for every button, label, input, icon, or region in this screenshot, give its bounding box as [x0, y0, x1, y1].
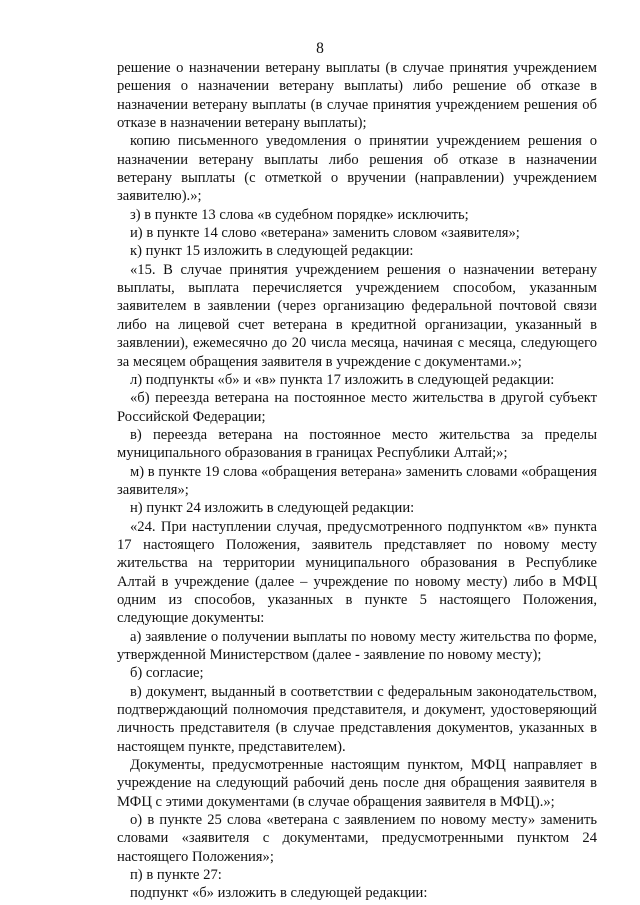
paragraph-3: з) в пункте 13 слова «в судебном порядке» исключить; [130, 206, 469, 223]
paragraph-9: в) переезда ветерана на постоянное место жительства за пределы муниципального образования в границах Республики Алтай;»; [117, 426, 597, 462]
paragraph-18: п) в пункте 27: [130, 867, 222, 884]
paragraph-13: а) заявление о получении выплаты по новому месту жительства по форме, утвержденной Министерством (далее - заявление по новому месту); [117, 628, 597, 663]
paragraph-4: и) в пункте 14 слово «ветерана» заменить словом «заявителя»; [130, 225, 520, 242]
paragraph-10: м) в пункте 19 слова «обращения ветерана» заменить словами «обращения заявителя»; [117, 463, 597, 498]
paragraph-11: н) пункт 24 изложить в следующей редакции: [130, 500, 415, 517]
paragraph-7: л) подпункты «б» и «в» пункта 17 изложить в следующей редакции: [130, 371, 555, 388]
paragraph-12: «24. При наступлении случая, предусмотренного подпунктом «в» пункта 17 настоящего Положения, заявитель представляет по новому месту жительства на территории муниципального образования в Республике Алтай в учреждение (далее – учреждение по новому месту) либо в МФЦ одним из способов, указанных в пункте 5 настоящего Положения, следующие документы: [117, 518, 597, 627]
paragraph-14: б) согласие; [130, 665, 204, 682]
document-body [117, 59, 597, 903]
paragraph-19: подпункт «б» изложить в следующей редакции: [130, 885, 428, 902]
paragraph-16: Документы, предусмотренные настоящим пунктом, МФЦ направляет в учреждение на следующий рабочий день после дня обращения заявителя в МФЦ с этими документами (в случае обращения заявителя в МФЦ).»; [117, 757, 597, 810]
paragraph-15: в) документ, выданный в соответствии с федеральным законодательством, подтверждающий полномочия представителя, и документ, удостоверяющий личность представителя (в случае представления документов, указанных в настоящем пункте, представителем). [117, 683, 597, 755]
paragraph-6: «15. В случае принятия учреждением решения о назначении ветерану выплаты, выплата перечисляется учреждением способом, указанным заявителем в заявлении (через организацию федеральной почтовой связи либо на лицевой счет ветерана в кредитной организации, указанный в заявлении), ежемесячно до 20 числа месяца, начиная с месяца, следующего за месяцем обращения заявителя в учреждение с документами.»; [117, 261, 597, 370]
paragraph-5: к) пункт 15 изложить в следующей редакции: [130, 243, 414, 260]
paragraph-2: копию письменного уведомления о принятии учреждением решения о назначении ветерану выплаты либо решения об отказе в назначении ветерану выплаты (с отметкой о вручении (направлении) учреждением заявителю).»; [117, 133, 597, 205]
paragraph-1: решение о назначении ветерану выплаты (в случае принятия учреждением решения о назначении ветерану выплаты) либо решение об отказе в назначении ветерану выплаты (в случае принятия учреждением решения об отказе в назначении ветерану выплаты); [117, 60, 597, 132]
paragraph-17: о) в пункте 25 слова «ветерана с заявлением по новому месту» заменить словами «заявителя с документами, предусмотренными пунктом 24 настоящего Положения»; [117, 812, 597, 865]
page-number: 8 [316, 40, 324, 57]
paragraph-8: «б) переезда ветерана на постоянное место жительства в другой субъект Российской Федерации; [117, 390, 597, 425]
